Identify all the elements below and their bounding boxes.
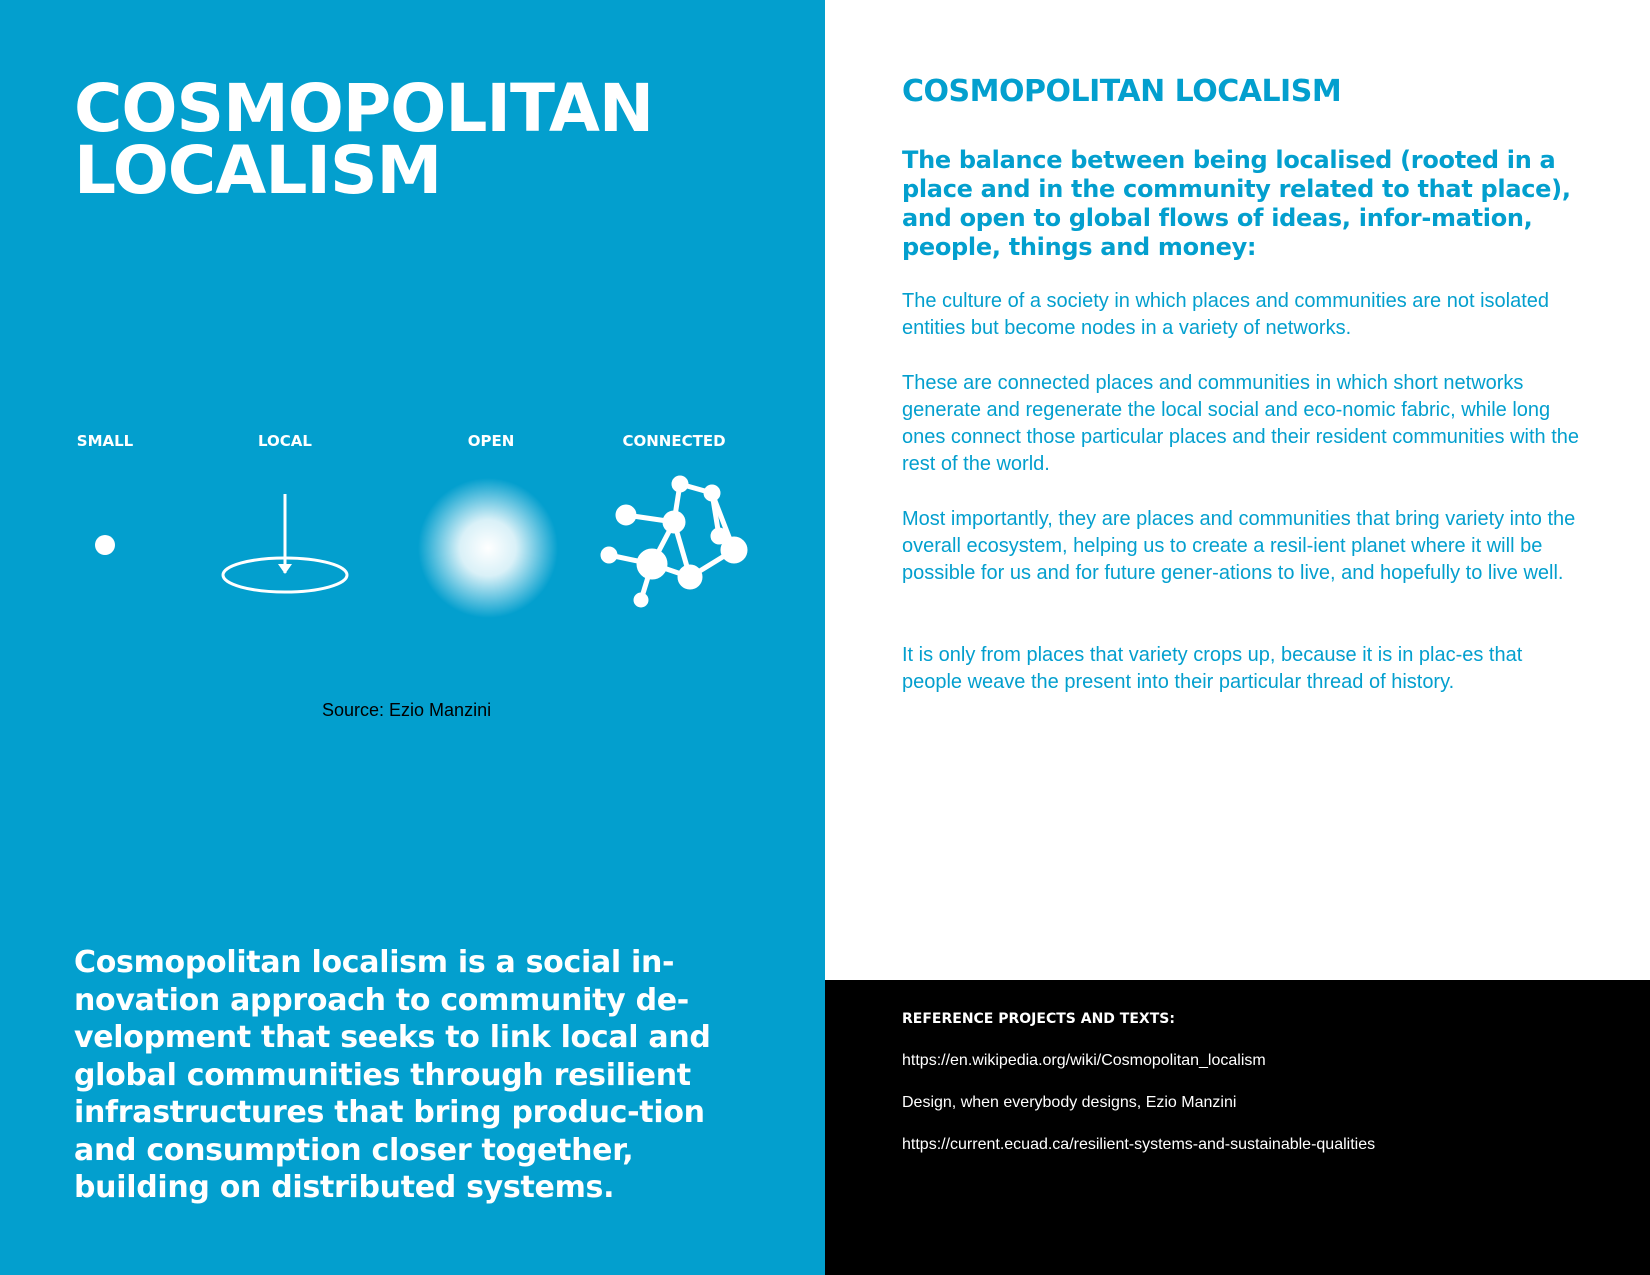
connected-network-icon xyxy=(603,478,745,605)
source-caption: Source: Ezio Manzini xyxy=(322,700,492,720)
label-small: SMALL xyxy=(76,432,134,450)
body-paragraph-3: Most importantly, they are places and communities that bring variety into the overall ecosystem, helping us to create a resil-ient planet where it will be possible for us and for future gener-ations to live, and hopefully to live well. xyxy=(902,508,1576,584)
references-title: REFERENCE PROJECTS AND TEXTS: xyxy=(902,1011,1175,1027)
body-paragraph-1: The culture of a society in which places and communities are not isolated entities but become nodes in a variety of networks. xyxy=(902,290,1550,339)
lead-paragraph: The balance between being localised (rooted in a place and in the community related to that place), and open to global flows of ideas, infor-mation, people, things and money: xyxy=(902,146,1571,261)
dot-icon xyxy=(95,535,115,555)
reference-link-ecuad[interactable]: https://current.ecuad.ca/resilient-systems-and-sustainable-qualities xyxy=(902,1136,1376,1153)
summary-text: Cosmopolitan localism is a social in-novation approach to community de-velopment that seeks to link local and global communities through resilient infrastructures that bring produc-tion and consumption closer together, building on distributed systems. xyxy=(74,945,711,1205)
page-title-line-2: LOCALISM xyxy=(74,132,442,209)
body-paragraph-2: These are connected places and communities in which short networks generate and regenerate the local social and eco-nomic fabric, while long ones connect those particular places and their resident communities with the rest of the world. xyxy=(902,372,1580,475)
body-paragraph-4: It is only from places that variety crops up, because it is in plac-es that people weave the present into their particular thread of history. xyxy=(902,644,1523,693)
local-arrow-ellipse-icon xyxy=(223,494,347,592)
reference-book: Design, when everybody designs, Ezio Manzini xyxy=(902,1094,1237,1111)
section-title: COSMOPOLITAN LOCALISM xyxy=(902,74,1342,109)
page-title xyxy=(74,70,654,209)
page-title-line-1: COSMOPOLITAN xyxy=(74,70,654,147)
concept-icons xyxy=(0,460,825,620)
label-local: LOCAL xyxy=(258,432,312,450)
label-open: OPEN xyxy=(467,432,515,450)
reference-link-wikipedia[interactable]: https://en.wikipedia.org/wiki/Cosmopolitan_localism xyxy=(902,1052,1266,1069)
label-connected: CONNECTED xyxy=(622,432,726,450)
open-glow-icon xyxy=(418,478,558,618)
